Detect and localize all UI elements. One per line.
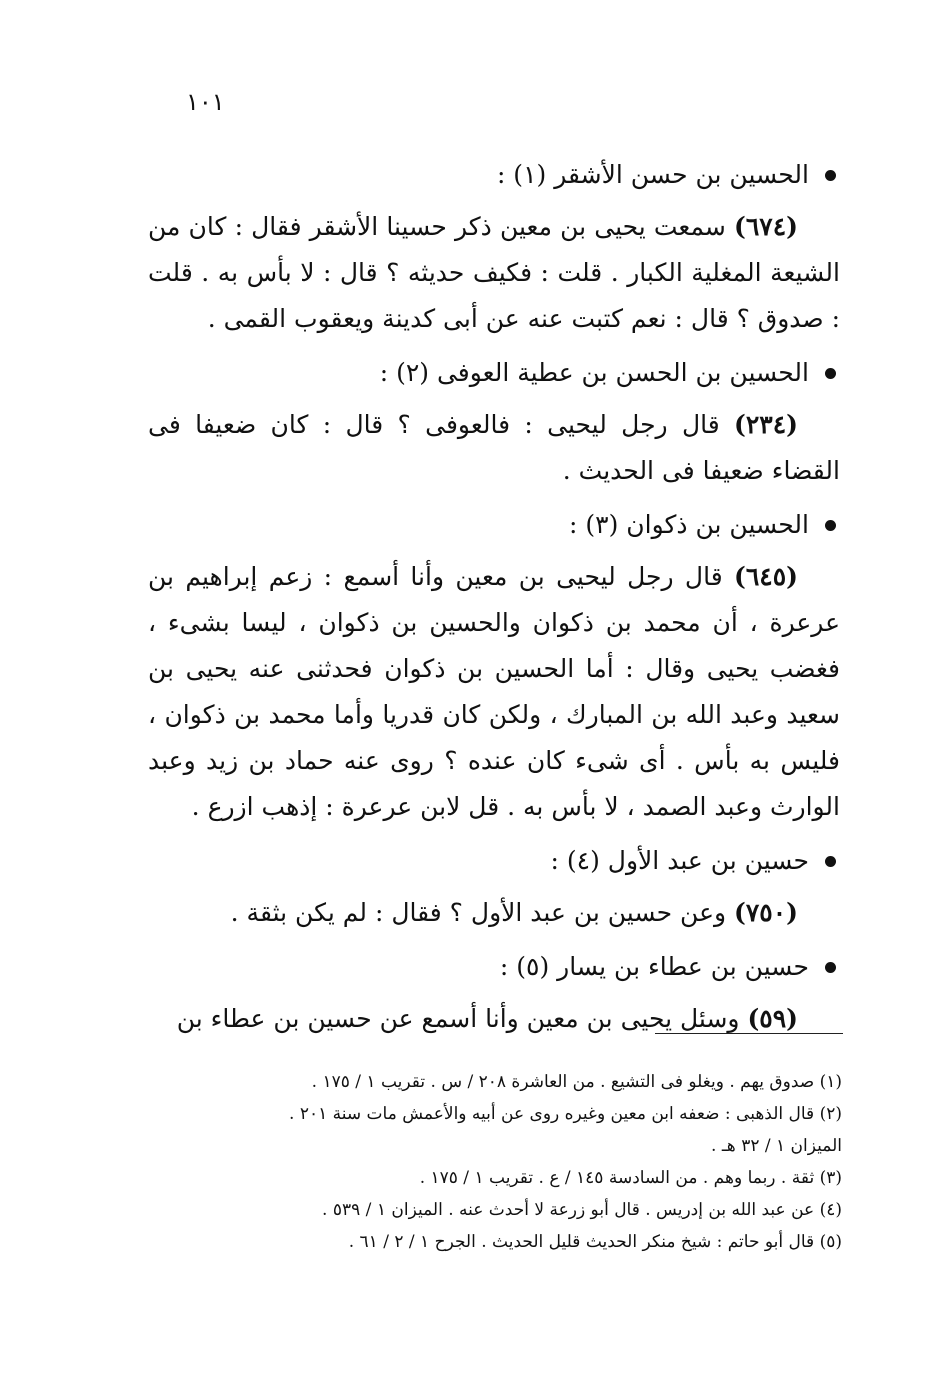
entry-paragraph: [148, 554, 840, 830]
paragraph-number: (٧٥٠): [734, 898, 798, 927]
paragraph-text: وسئل يحيى بن معين وأنا أسمع عن حسين بن عطاء بن: [176, 1004, 740, 1033]
paragraph-text: وعن حسين بن عبد الأول ؟ فقال : لم يكن بثقة .: [230, 898, 727, 927]
entry-paragraph: [148, 890, 840, 936]
paragraph-number: (٢٣٤): [734, 410, 798, 439]
entry-heading-text: الحسين بن الحسن بن عطية العوفى (٢) :: [379, 358, 809, 387]
footnote: (٤) عن عبد الله بن إدريس . قال أبو زرعة لا أحدث عنه . الميزان ١ / ٥٣٩ .: [322, 1200, 842, 1220]
entry-heading: [148, 152, 840, 198]
page-number: ١٠١: [186, 88, 225, 116]
main-text: [148, 150, 840, 1050]
entry-heading: [148, 838, 840, 884]
bullet-icon: [825, 962, 836, 973]
entry-heading: [148, 350, 840, 396]
entry-paragraph: [148, 996, 840, 1042]
entry-heading-text: حسين بن عبد الأول (٤) :: [550, 846, 809, 875]
entry-heading-text: الحسين بن ذكوان (٣) :: [569, 510, 809, 539]
paragraph-text: قال رجل ليحيى بن معين وأنا أسمع : زعم إبراهيم بن عرعرة ، أن محمد بن ذكوان والحسين بن ذكوان ، ليسا بشىء ، فغضب يحيى وقال : أما الحسين بن ذكوان فحدثنى عنه يحيى بن سعيد وعبد الله بن المبارك ، ولكن كان قدريا وأما محمد بن ذكوان ، فليس به بأس . أى شىء كان عنده ؟ روى عنه حماد بن زيد وعبد الوارث وعبد الصمد ، لا بأس به . قل لابن عرعرة : إذهب ازرع .: [148, 562, 840, 821]
footnote: (٣) ثقة . ربما وهم . من السادسة ١٤٥ / ع . تقريب ١ / ١٧٥ .: [419, 1168, 842, 1188]
paragraph-text: قال رجل ليحيى : فالعوفى ؟ قال : كان ضعيفا فى القضاء ضعيفا فى الحديث .: [148, 410, 840, 485]
bullet-icon: [825, 170, 836, 181]
entry-heading-text: حسين بن عطاء بن يسار (٥) :: [499, 952, 809, 981]
footnote: (٢) قال الذهبى : ضعفه ابن معين وغيره روى عن أبيه والأعمش مات سنة ٢٠١ .: [289, 1104, 842, 1124]
footnotes: [130, 1066, 842, 1258]
footnote-separator: [655, 1033, 843, 1034]
bullet-icon: [825, 856, 836, 867]
entry-heading-text: الحسين بن حسن الأشقر (١) :: [496, 160, 809, 189]
entry-paragraph: [148, 204, 840, 342]
footnote-continuation: الميزان ١ / ٣٢ هـ .: [711, 1136, 842, 1156]
paragraph-text: سمعت يحيى بن معين ذكر حسينا الأشقر فقال : كان من الشيعة المغلية الكبار . قلت : فكيف حديثه ؟ قال : لا بأس به . قلت : صدوق ؟ قال : نعم كتبت عنه عن أبى كدينة ويعقوب القمى .: [148, 212, 840, 333]
paragraph-number: (٦٧٤): [734, 212, 798, 241]
entry-heading: [148, 944, 840, 990]
paragraph-number: (٦٤٥): [734, 562, 798, 591]
paragraph-number: (٥٩): [747, 1004, 798, 1033]
footnote: (١) صدوق يهم . ويغلو فى التشيع . من العاشرة ٢٠٨ / س . تقريب ١ / ١٧٥ .: [311, 1072, 842, 1092]
bullet-icon: [825, 368, 836, 379]
entry-heading: [148, 502, 840, 548]
entry-paragraph: [148, 402, 840, 494]
footnote: (٥) قال أبو حاتم : شيخ منكر الحديث قليل الحديث . الجرح ١ / ٢ / ٦١ .: [348, 1232, 842, 1252]
bullet-icon: [825, 520, 836, 531]
